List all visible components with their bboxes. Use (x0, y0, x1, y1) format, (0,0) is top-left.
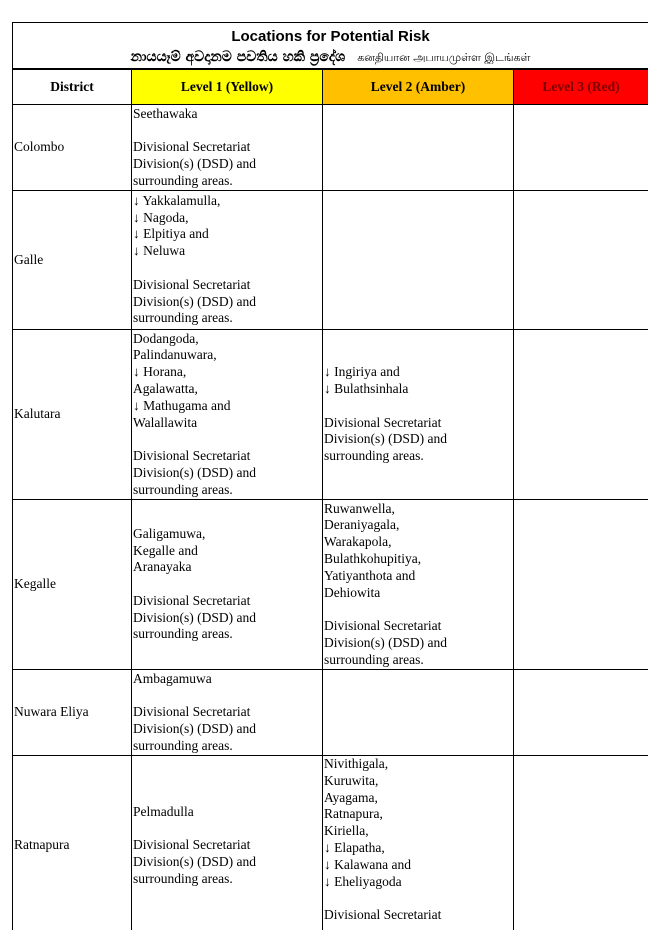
title-english: Locations for Potential Risk (231, 27, 430, 45)
location-line: Ratnapura, (324, 806, 383, 822)
title-cell (13, 23, 649, 70)
dsd-line: Divisional Secretariat (324, 907, 442, 923)
dsd-line: Division(s) (DSD) and (324, 431, 447, 447)
title-local (13, 47, 648, 68)
location-line: Galigamuwa, (133, 525, 206, 541)
district-cell: Kegalle (13, 500, 132, 670)
location-line: Ambagamuwa (133, 670, 212, 686)
dsd-line: Division(s) (DSD) and (324, 634, 447, 650)
dsd-line: surrounding areas. (133, 172, 233, 188)
table-row (13, 191, 649, 330)
spacer (324, 601, 512, 618)
dsd-line: surrounding areas. (324, 651, 424, 667)
level2-cell (323, 191, 514, 330)
location-line: Warakapola, (324, 534, 392, 550)
dsd-line: surrounding areas. (324, 448, 424, 464)
level2-cell (323, 670, 514, 756)
table-row (13, 500, 649, 670)
table-row (13, 756, 649, 930)
location-line: Ruwanwella, (324, 500, 395, 516)
level1-cell (132, 330, 323, 500)
location-line: ↓ Elapatha, (324, 839, 385, 855)
dsd-line: Division(s) (DSD) and (133, 609, 256, 625)
dsd-line: surrounding areas. (133, 310, 233, 326)
level1-cell (132, 191, 323, 330)
spacer (133, 260, 321, 277)
location-line: ↓ Ingiriya and (324, 364, 400, 380)
level2-cell (323, 330, 514, 500)
dsd-line: Divisional Secretariat (133, 276, 251, 292)
level3-cell (514, 191, 649, 330)
district-cell: Colombo (13, 105, 132, 191)
dsd-line: Division(s) (DSD) and (133, 853, 256, 869)
district-cell: Galle (13, 191, 132, 330)
risk-document (12, 22, 648, 930)
level3-cell (514, 756, 649, 930)
header-row (13, 69, 649, 105)
dsd-line: Division(s) (DSD) and (133, 720, 256, 736)
level2-cell (323, 500, 514, 670)
location-line: ↓ Mathugama and (133, 397, 231, 413)
level1-cell (132, 105, 323, 191)
level3-cell (514, 670, 649, 756)
dsd-line: Divisional Secretariat (133, 837, 251, 853)
location-line: ↓ Yakkalamulla, (133, 192, 221, 208)
table-row (13, 105, 649, 191)
spacer (324, 398, 512, 415)
spacer (133, 576, 321, 593)
risk-table (12, 22, 648, 930)
level2-cell (323, 756, 514, 930)
district-cell: Nuwara Eliya (13, 670, 132, 756)
location-line: Palindanuwara, (133, 347, 217, 363)
location-line: ↓ Horana, (133, 364, 187, 380)
level3-cell (514, 330, 649, 500)
location-line: Seethawaka (133, 105, 198, 121)
location-line: Aranayaka (133, 559, 192, 575)
location-line: Bulathkohupitiya, (324, 550, 422, 566)
location-line: Dehiowita (324, 584, 381, 600)
location-line: Walallawita (133, 414, 198, 430)
dsd-line: Divisional Secretariat (324, 414, 442, 430)
dsd-line: surrounding areas. (133, 481, 233, 497)
level1-cell (132, 500, 323, 670)
location-line: ↓ Nagoda, (133, 209, 189, 225)
district-cell: Ratnapura (13, 756, 132, 930)
dsd-line: Division(s) (DSD) and (133, 464, 256, 480)
dsd-line: Divisional Secretariat (324, 618, 442, 634)
location-line: Kiriella, (324, 823, 369, 839)
dsd-line: Divisional Secretariat (133, 704, 251, 720)
dsd-line: Divisional Secretariat (133, 448, 251, 464)
title-sinhala: නායයෑම් අවදානම පවතිය හකි ප්‍රදේශ (130, 48, 346, 65)
header-level1: Level 1 (Yellow) (132, 69, 323, 105)
spacer (133, 687, 321, 704)
level3-cell (514, 500, 649, 670)
title-tamil: கனதியான அபாயமுள்ள இடங்கள் (357, 50, 531, 64)
location-line: Nivithigala, (324, 756, 389, 771)
spacer (133, 820, 321, 837)
location-line: Kuruwita, (324, 772, 379, 788)
location-line: Kegalle and (133, 542, 198, 558)
level1-cell (132, 670, 323, 756)
dsd-line: surrounding areas. (133, 626, 233, 642)
location-line: Deraniyagala, (324, 517, 400, 533)
spacer (324, 890, 512, 907)
dsd-line: surrounding areas. (133, 870, 233, 886)
location-line: ↓ Neluwa (133, 243, 186, 259)
dsd-line: Division(s) (DSD) and (133, 155, 256, 171)
header-level2: Level 2 (Amber) (323, 69, 514, 105)
dsd-line: Divisional Secretariat (133, 592, 251, 608)
location-line: Pelmadulla (133, 803, 194, 819)
header-district: District (13, 69, 132, 105)
location-line: ↓ Kalawana and (324, 856, 411, 872)
location-line: ↓ Eheliyagoda (324, 873, 402, 889)
table-row (13, 670, 649, 756)
dsd-line: Divisional Secretariat (133, 139, 251, 155)
header-level3: Level 3 (Red) (514, 69, 649, 105)
location-line: ↓ Elpitiya and (133, 226, 209, 242)
spacer (133, 122, 321, 139)
level1-cell (132, 756, 323, 930)
location-line: Dodangoda, (133, 330, 199, 346)
district-cell: Kalutara (13, 330, 132, 500)
spacer (133, 431, 321, 448)
location-line: ↓ Bulathsinhala (324, 380, 409, 396)
dsd-line: Division(s) (DSD) and (133, 293, 256, 309)
table-row (13, 330, 649, 500)
dsd-line: surrounding areas. (133, 737, 233, 753)
level2-cell (323, 105, 514, 191)
location-line: Agalawatta, (133, 380, 198, 396)
location-line: Ayagama, (324, 789, 378, 805)
location-line: Yatiyanthota and (324, 567, 416, 583)
level3-cell (514, 105, 649, 191)
